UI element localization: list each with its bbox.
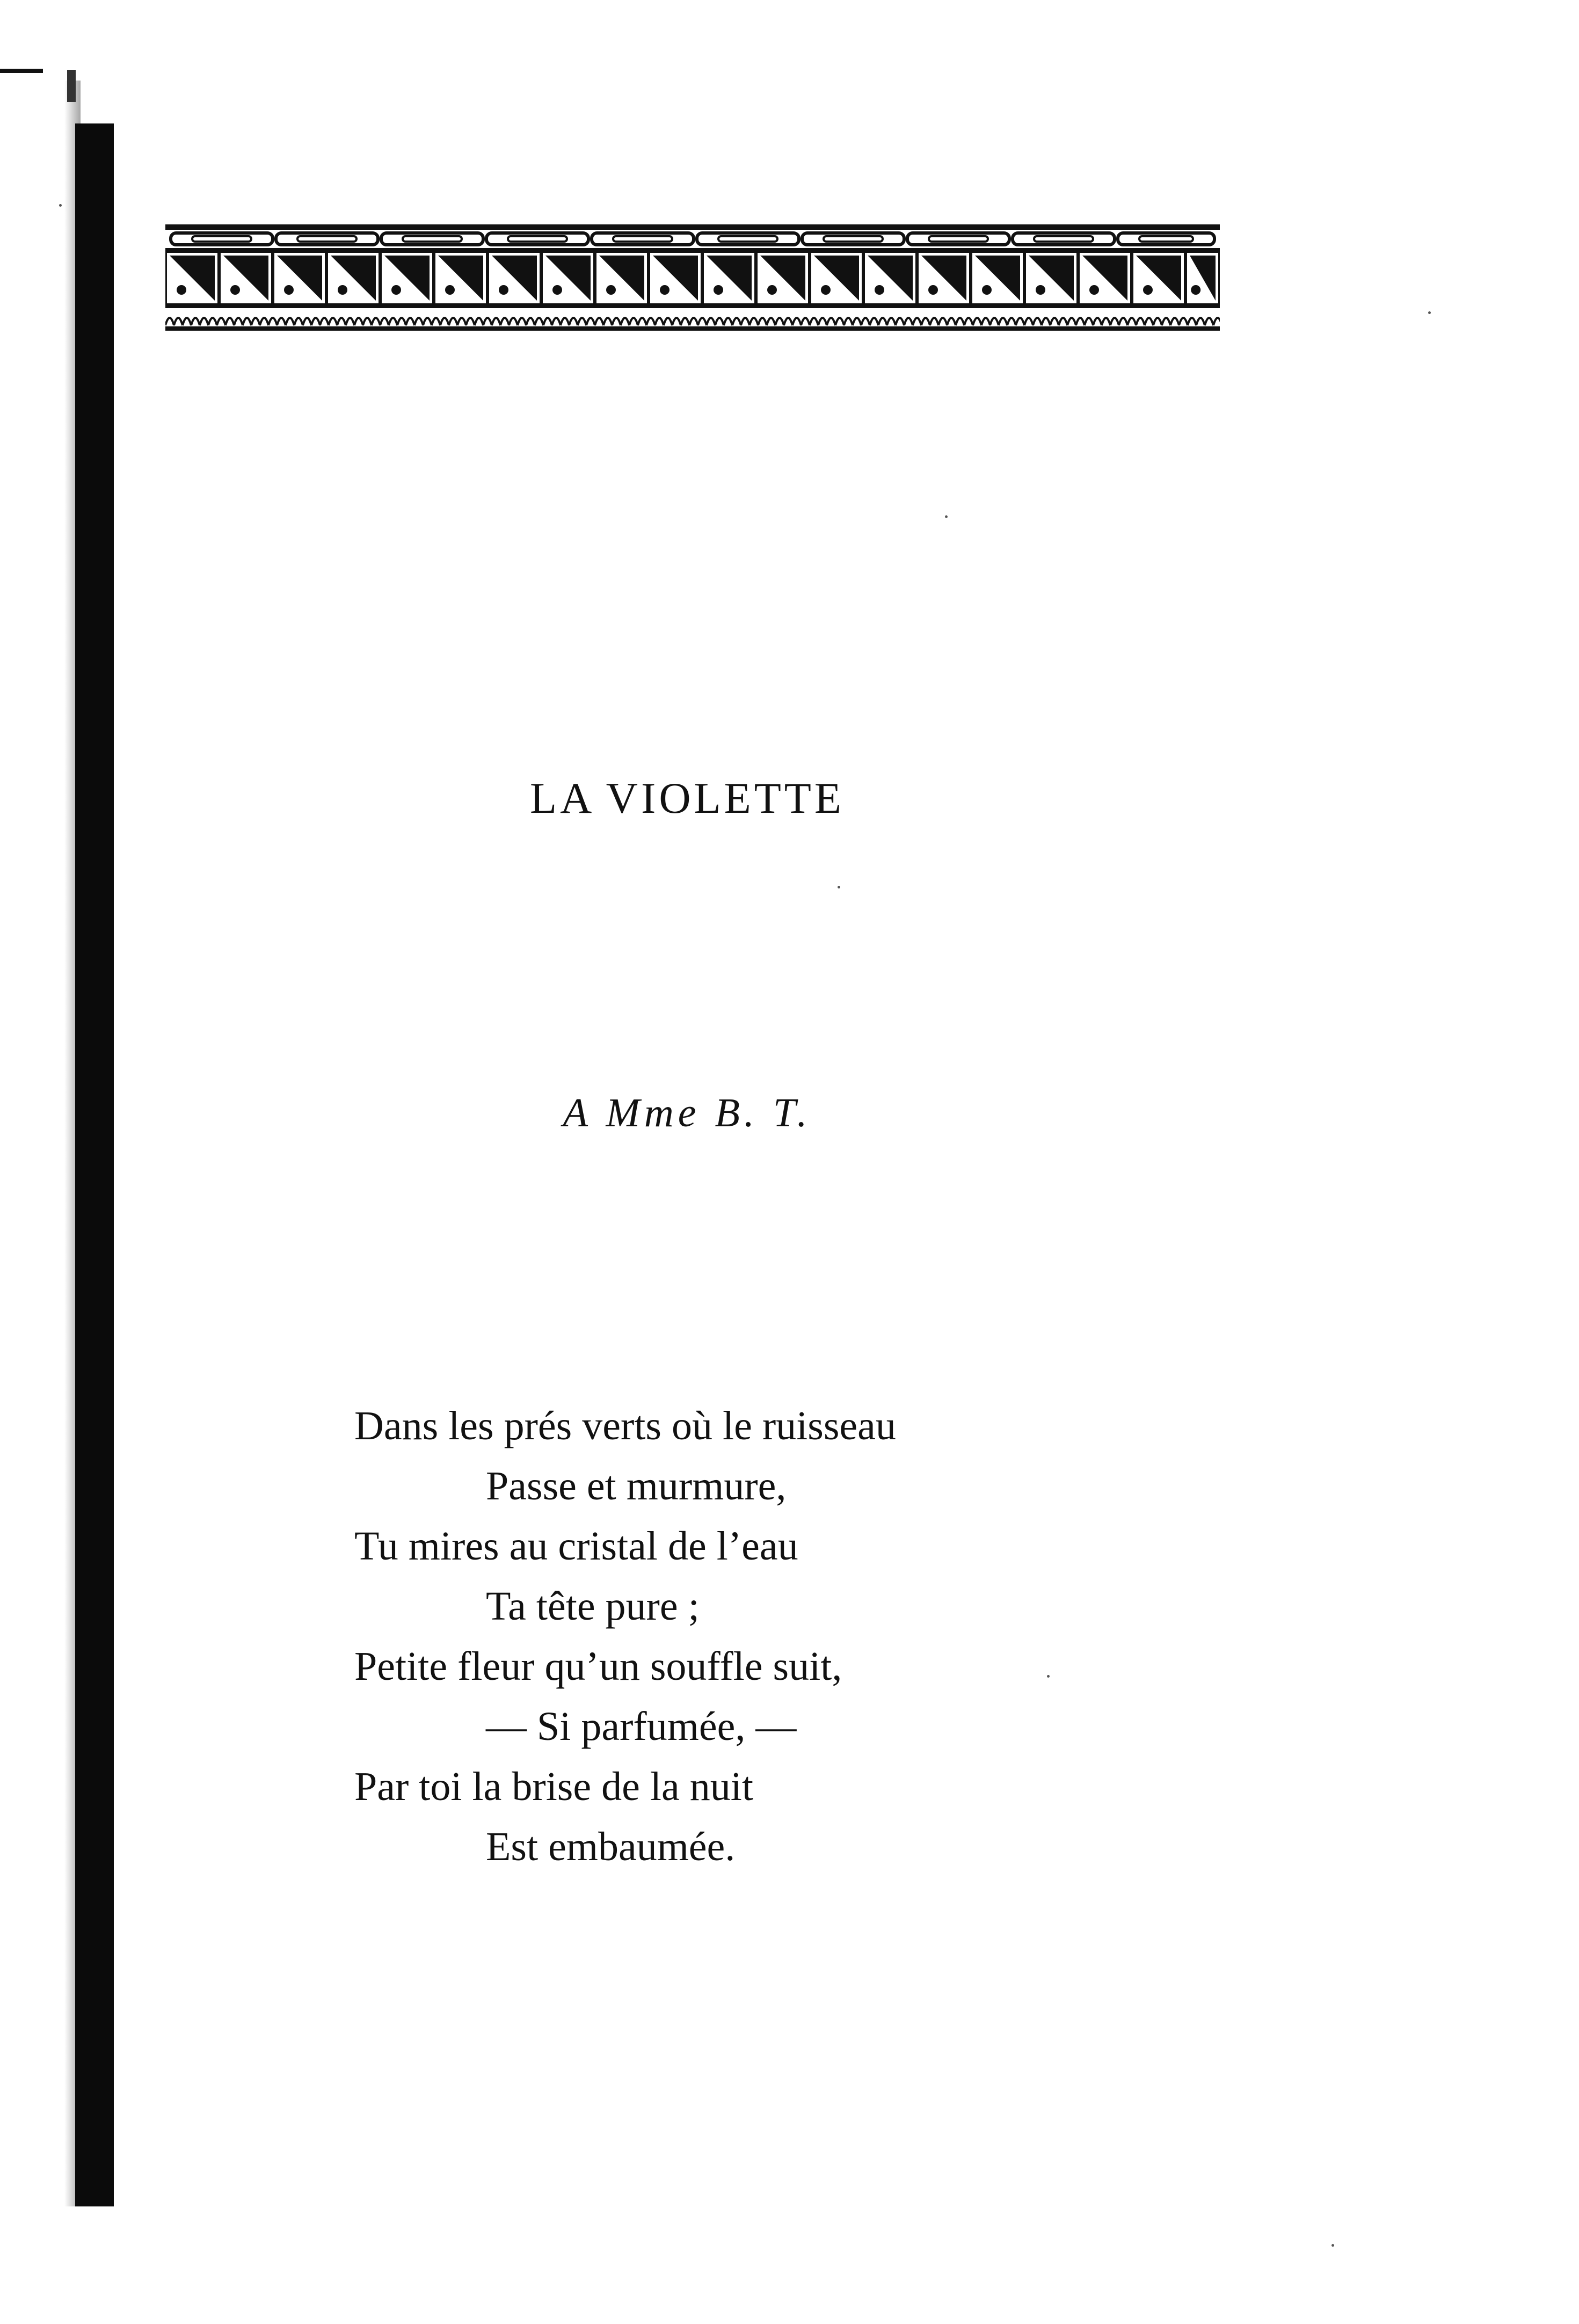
poem-body xyxy=(354,1396,1160,1877)
dedication: A Mme B. T. xyxy=(563,1090,812,1135)
poem-line: Par toi la brise de la nuit xyxy=(354,1764,753,1809)
poem-line: Tu mires au cristal de l’eau xyxy=(354,1524,798,1569)
poem-line: Passe et murmure, xyxy=(486,1463,787,1509)
scan-speck xyxy=(945,515,948,518)
poem-line: Petite fleur qu’un souffle suit, xyxy=(354,1644,842,1689)
spine-top-mark xyxy=(67,70,76,102)
poem-line: — Si parfumée, — xyxy=(486,1704,797,1749)
scan-speck xyxy=(59,204,62,207)
poem-line: Ta tête pure ; xyxy=(486,1584,700,1629)
page-title: LA VIOLETTE xyxy=(530,774,845,822)
poem-line: Dans les prés verts où le ruisseau xyxy=(354,1403,896,1448)
poem-line: Est embaumée. xyxy=(486,1824,736,1869)
scan-speck xyxy=(1331,2244,1334,2247)
decorative-border-icon xyxy=(165,224,1220,332)
scan-edge-mark xyxy=(0,69,43,73)
spine-shadow xyxy=(75,123,114,2206)
scan-speck xyxy=(1047,1675,1050,1678)
scan-speck xyxy=(1428,311,1431,314)
scan-speck xyxy=(838,886,840,888)
